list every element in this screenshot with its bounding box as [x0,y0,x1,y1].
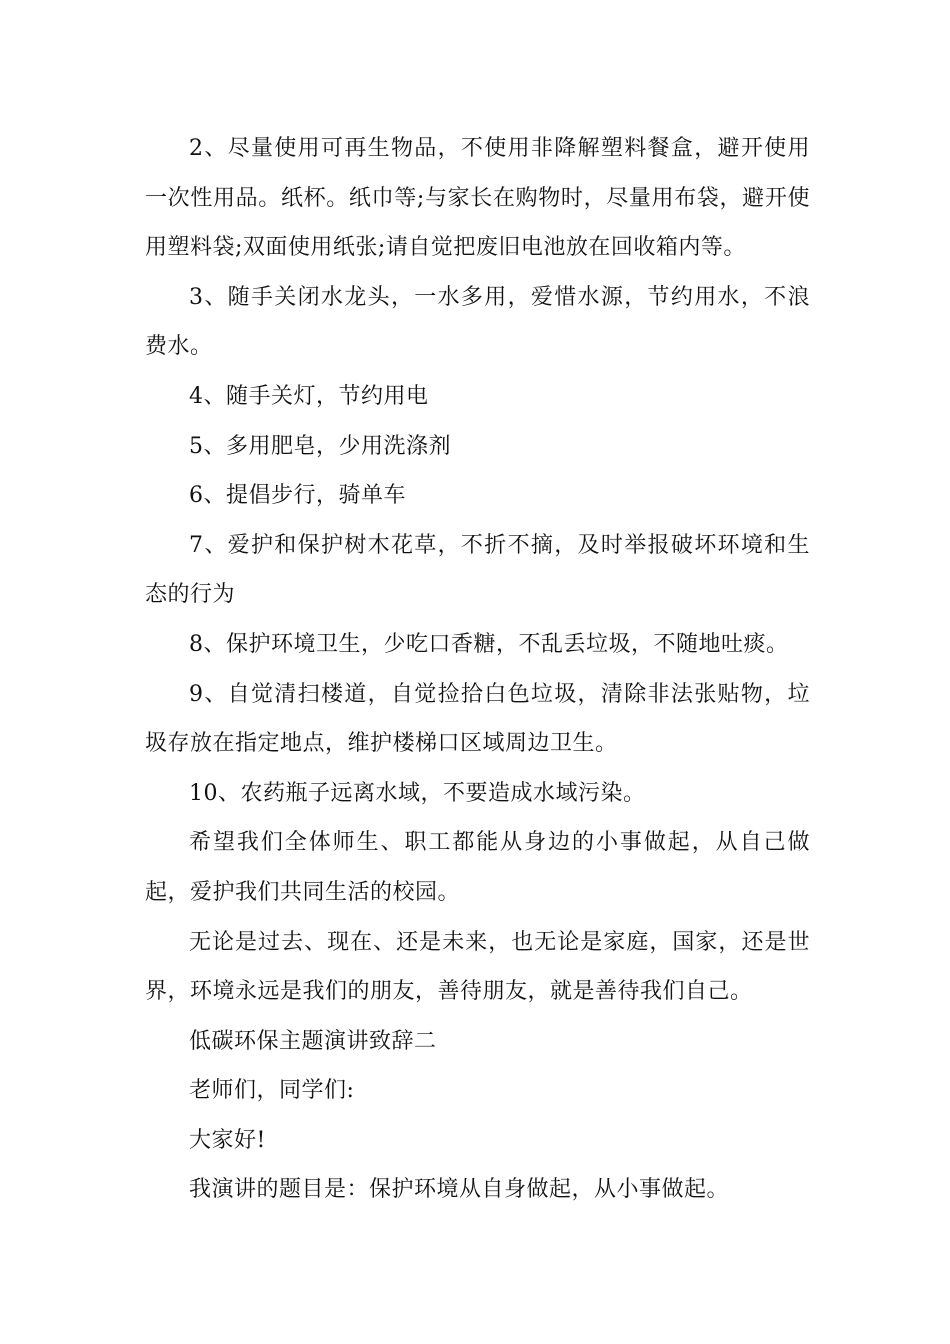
paragraph-hope: 希望我们全体师生、职工都能从身边的小事做起，从自己做起，爱护我们共同生活的校园。 [145,830,810,905]
paragraph-environment: 无论是过去、现在、还是未来，也无论是家庭，国家，还是世界，环境永远是我们的朋友，善待朋友，就是善待我们自己。 [145,929,810,1005]
paragraph-item-8: 8、保护环境卫生，少吃口香糖，不乱丢垃圾，不随地吐痰。 [189,631,789,657]
salutation: 老师们，同学们: [189,1078,355,1104]
paragraph-item-7: 7、爱护和保护树木花草，不折不摘，及时举报破坏环境和生态的行为 [145,532,810,608]
speech-two-title: 低碳环保主题演讲致辞二 [189,1028,437,1054]
paragraph-item-2: 2、尽量使用可再生物品，不使用非降解塑料餐盒，避开使用一次性用品。纸杯。纸巾等;与家长在购物时，尽量用布袋，避开使用塑料袋;双面使用纸张;请自觉把废旧电池放在回收箱内等。 [145,136,810,261]
paragraph-item-9: 9、自觉清扫楼道，自觉捡拾白色垃圾，清除非法张贴物，垃圾存放在指定地点，维护楼梯口区域周边卫生。 [145,681,810,757]
greeting: 大家好! [189,1127,266,1153]
paragraph-item-6: 6、提倡步行，骑单车 [189,483,406,509]
speech-topic: 我演讲的题目是：保护环境从自身做起，从小事做起。 [189,1177,730,1203]
document-body [145,124,810,1215]
paragraph-item-5: 5、多用肥皂，少用洗涤剂 [189,433,451,459]
paragraph-item-3: 3、随手关闭水龙头，一水多用，爱惜水源，节约用水，不浪费水。 [145,284,810,360]
paragraph-item-4: 4、随手关灯，节约用电 [189,383,429,409]
paragraph-item-10: 10、农药瓶子远离水域，不要造成水域污染。 [189,780,646,806]
